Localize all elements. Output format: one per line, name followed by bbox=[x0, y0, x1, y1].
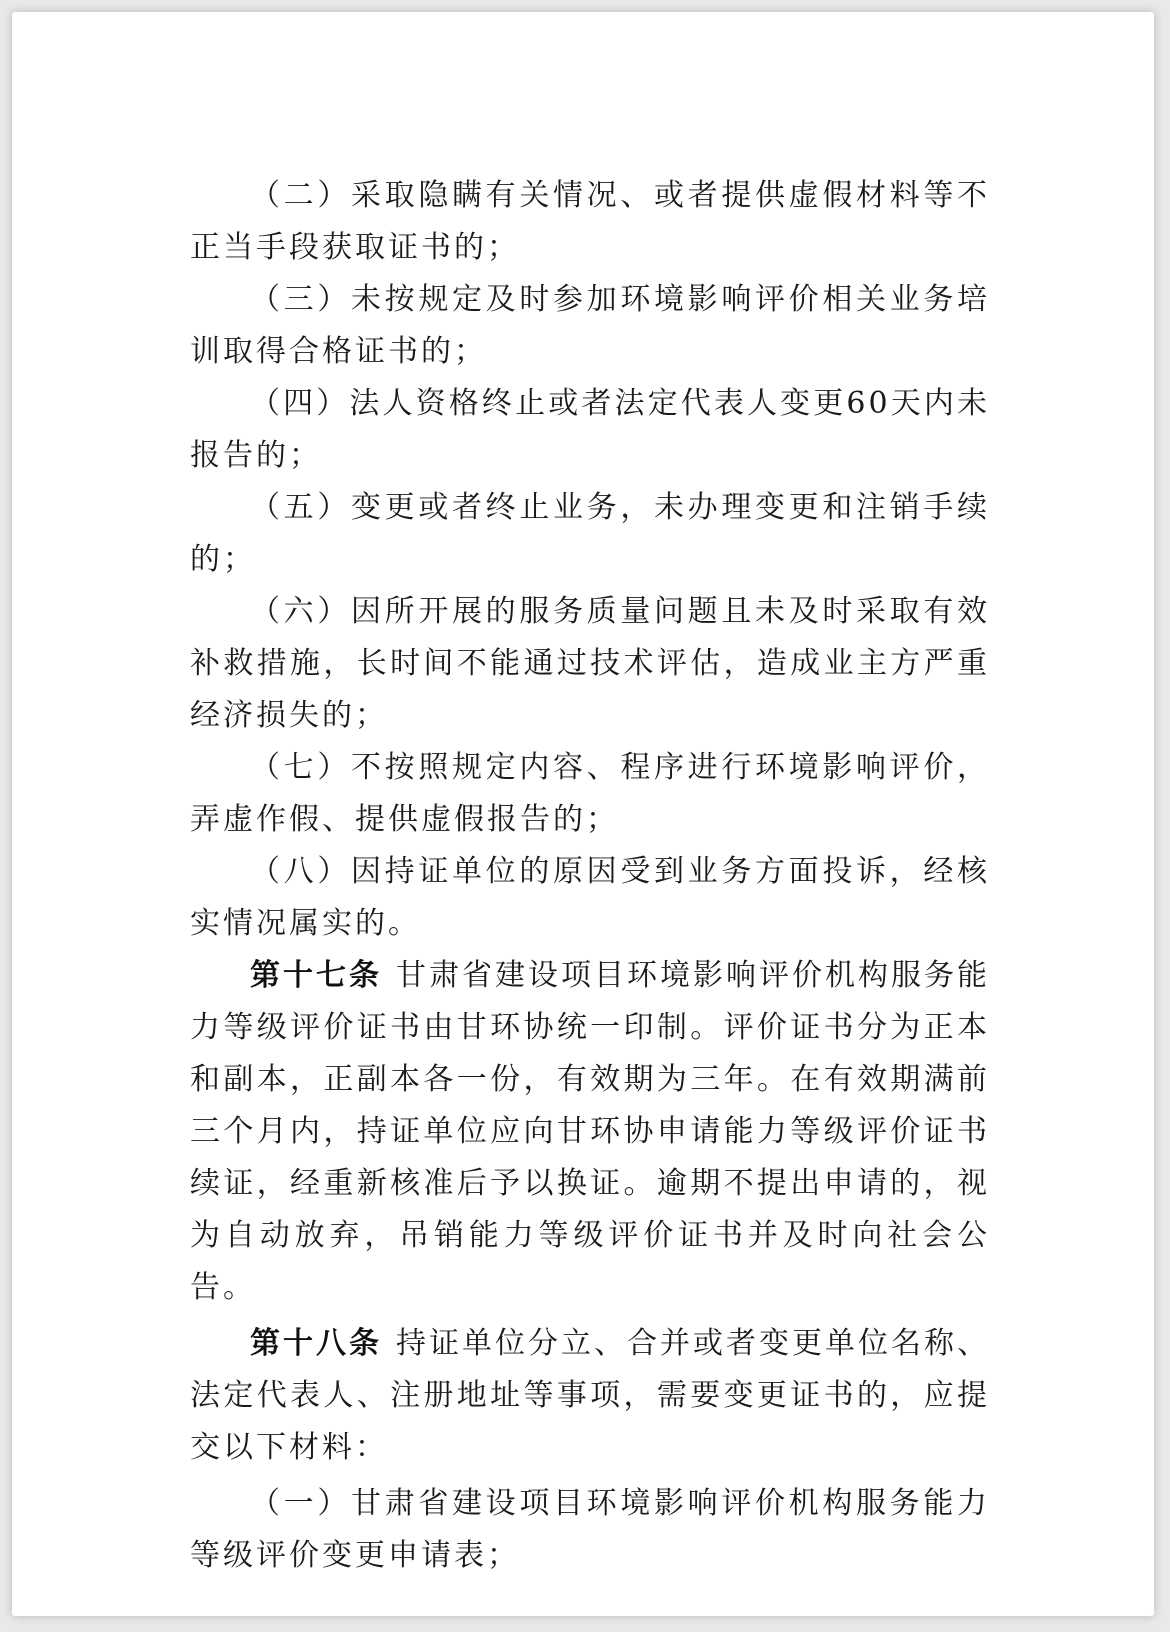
list-item-2: （二）采取隐瞒有关情况、或者提供虚假材料等不正当手段获取证书的； bbox=[190, 178, 990, 265]
article-18-heading: 第十八条 bbox=[250, 1326, 382, 1361]
list-item-4: （四）法人资格终止或者法定代表人变更60天内未报告的； bbox=[190, 386, 990, 473]
list-item-8: （八）因持证单位的原因受到业务方面投诉，经核实情况属实的。 bbox=[190, 854, 990, 941]
list-item-3: （三）未按规定及时参加环境影响评价相关业务培训取得合格证书的； bbox=[190, 282, 990, 369]
document-body bbox=[190, 170, 990, 1582]
article-17-heading: 第十七条 bbox=[250, 958, 382, 993]
article-18 bbox=[190, 1318, 990, 1474]
list-item-6: （六）因所开展的服务质量问题且未及时采取有效补救措施，长时间不能通过技术评估，造成业主方严重经济损失的； bbox=[190, 594, 990, 733]
list-item-5: （五）变更或者终止业务，未办理变更和注销手续的； bbox=[190, 490, 990, 577]
article-17 bbox=[190, 950, 990, 1314]
list-item-7: （七）不按照规定内容、程序进行环境影响评价，弄虚作假、提供虚假报告的； bbox=[190, 750, 990, 837]
article-17-body: 甘肃省建设项目环境影响评价机构服务能力等级评价证书由甘环协统一印制。评价证书分为正本和副本，正副本各一份，有效期为三年。在有效期满前三个月内，持证单位应向甘环协申请能力等级评价证书续证，经重新核准后予以换证。逾期不提出申请的，视为自动放弃，吊销能力等级评价证书并及时向社会公告。 bbox=[190, 958, 990, 1305]
document-page bbox=[12, 12, 1154, 1616]
article-18-body: 持证单位分立、合并或者变更单位名称、法定代表人、注册地址等事项，需要变更证书的，应提交以下材料： bbox=[190, 1326, 990, 1465]
list-item-1: （一）甘肃省建设项目环境影响评价机构服务能力等级评价变更申请表； bbox=[190, 1486, 990, 1573]
